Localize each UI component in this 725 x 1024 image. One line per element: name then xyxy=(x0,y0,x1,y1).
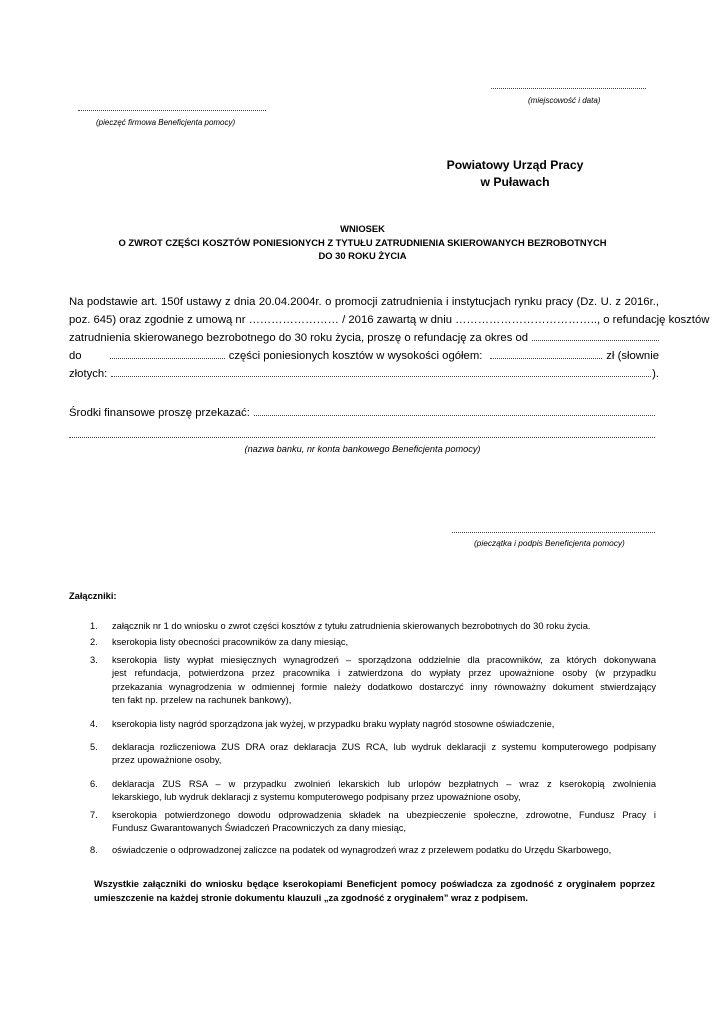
title-line-1: WNIOSEK xyxy=(340,223,385,234)
attachment-item: 1. załącznik nr 1 do wniosku o zwrot części kosztów z tytułu zatrudnienia skierowanych bezrobotnych do 30 roku życia. xyxy=(90,621,591,631)
funds-label: Środki finansowe proszę przekazać: xyxy=(69,407,250,419)
signature-line[interactable] xyxy=(452,532,655,533)
body-paragraph xyxy=(69,293,710,383)
recipient-office xyxy=(400,157,630,191)
body-line-1: Na podstawie art. 150f ustawy z dnia 20.04.2004r. o promocji zatrudnienia i instytucjach rynku pracy (Dz. U. z 2016r., xyxy=(69,296,659,308)
note-line-2: umieszczenie na każdej stronie dokumentu klauzuli „za zgodność z oryginałem” wraz z podpisem. xyxy=(94,892,528,903)
place-date-caption: (miejscowość i data) xyxy=(528,96,601,105)
amount-in-words-field[interactable] xyxy=(111,365,651,377)
company-stamp-line[interactable] xyxy=(78,110,266,111)
period-to-field[interactable] xyxy=(110,347,225,359)
funds-row xyxy=(69,404,655,422)
total-amount-field[interactable] xyxy=(490,347,602,359)
period-from-field[interactable] xyxy=(532,329,659,341)
funds-field[interactable] xyxy=(254,404,655,416)
company-stamp-caption: (pieczęć firmowa Beneficjenta pomocy) xyxy=(96,118,236,127)
place-date-line[interactable] xyxy=(491,88,646,89)
attachment-item: 4. kserokopia listy nagród sporządzona jak wyżej, w przypadku braku wypłaty nagród stosowne oświadczenie, xyxy=(90,719,555,729)
note-line-1: Wszystkie załączniki do wniosku będące kserokopiami Beneficjent pomocy poświadcza za zgodność z oryginałem poprzez xyxy=(94,879,655,889)
bank-account-caption: (nazwa banku, nr konta bankowego Beneficjenta pomocy) xyxy=(244,444,481,454)
body-line-5: złotych: ). xyxy=(69,365,659,383)
document-title xyxy=(0,222,725,263)
body-line-2: poz. 645) oraz zgodnie z umową nr …………………… / 2016 zawartą w dniu ……………………………….., o refundację kosztów xyxy=(69,314,710,326)
attachment-item: 5. deklaracja rozliczeniowa ZUS DRA oraz deklaracja ZUS RCA, lub wydruk deklaracji z systemu komputerowego podpisany przez upoważnione osoby, xyxy=(90,742,656,766)
attachment-item: 8. oświadczenie o odprowadzonej zaliczce na podatek od wynagrodzeń wraz z przelewem podatku do Urzędu Skarbowego, xyxy=(90,845,612,855)
body-line-4: do części poniesionych kosztów w wysokości ogółem: zł (słownie xyxy=(69,347,659,365)
attachment-item: 3. kserokopia listy wypłat miesięcznych wynagrodzeń – sporządzona oddzielnie dla pracowników, za których dokonywana jest refundacja, potwierdzona przez pracownika i zatwierdzona do wypłaty przez upoważnione osoby (w przypadku przekazania wynagrodzenia w odmiennej formie należy dodatkowo dostarczyć inny równoważny dokument stwierdzający ten fakt np. przelew na rachunek bankowy), xyxy=(90,655,656,705)
bank-account-field[interactable] xyxy=(69,437,655,438)
attachment-item: 6. deklaracja ZUS RSA – w przypadku zwolnień lekarskich lub urlopów bezpłatnych – wraz z kserokopią zwolnienia lekarskiego, lub wydruk deklaracji z systemu komputerowego podpisany przez upoważnione osoby, xyxy=(90,779,656,803)
title-line-3: DO 30 ROKU ŻYCIA xyxy=(318,250,407,261)
body-line-3: zatrudnienia skierowanego bezrobotnego do 30 roku życia, proszę o refundację za okres od xyxy=(69,329,659,347)
attachment-item: 2. kserokopia listy obecności pracowników za dany miesiąc, xyxy=(90,637,349,647)
certification-note xyxy=(94,878,655,905)
signature-caption: (pieczątka i podpis Beneficjenta pomocy) xyxy=(474,538,625,548)
title-line-2: O ZWROT CZĘŚCI KOSZTÓW PONIESIONYCH Z TYTUŁU ZATRUDNIENIA SKIEROWANYCH BEZROBOTNYCH xyxy=(118,236,607,248)
recipient-line-2: w Puławach xyxy=(480,175,550,189)
attachments-heading: Załączniki: xyxy=(69,591,117,601)
recipient-line-1: Powiatowy Urząd Pracy xyxy=(446,158,584,172)
attachment-item: 7. kserokopia potwierdzonego dowodu odprowadzenia składek na ubezpieczenie społeczne, zdrowotne, Fundusz Pracy i Fundusz Gwarantowanych Świadczeń Pracowniczych za dany miesiąc, xyxy=(90,810,656,834)
